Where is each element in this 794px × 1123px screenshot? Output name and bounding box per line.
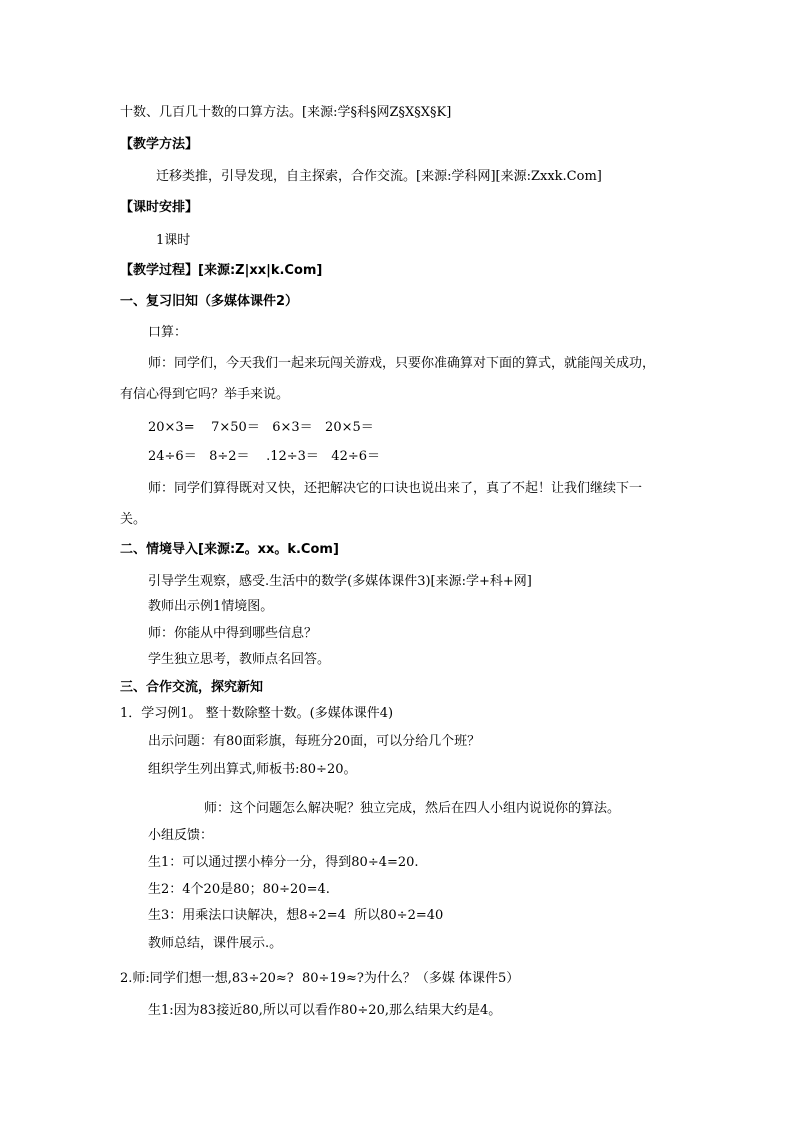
text-line-1: 十数、几百几十数的口算方法。[来源:学§科§网Z§X§X§K] xyxy=(120,105,452,120)
text-line-26: 生1：可以通过摆小棒分一分，得到80÷4=20. xyxy=(148,855,419,870)
text-line-9: 师：同学们，今天我们一起来玩闯关游戏，只要你准确算对下面的算式，就能闯关成功， xyxy=(148,356,656,371)
text-line-16: 引导学生观察，感受.生活中的数学(多媒体课件3)[来源:学+科+网] xyxy=(148,574,532,589)
heading-teaching-method: 【教学方法】 xyxy=(120,137,199,152)
text-line-31: 生1:因为83接近80,所以可以看作80÷20,那么结果大约是4。 xyxy=(148,1003,502,1018)
heading-section-2: 二、情境导入[来源:Z。xx。k.Com] xyxy=(120,542,339,557)
text-line-5: 1课时 xyxy=(156,233,191,248)
text-line-25: 小组反馈： xyxy=(148,828,214,843)
heading-section-3: 三、合作交流，探究新知 xyxy=(120,680,264,695)
text-line-13: 师：同学们算得既对又快，还把解决它的口诀也说出来了，真了不起！让我们继续下一 xyxy=(148,481,643,496)
heading-section-1: 一、复习旧知（多媒体课件2） xyxy=(120,294,299,309)
heading-teaching-process: 【教学过程】[来源:Z|xx|k.Com] xyxy=(120,263,323,278)
text-line-10: 有信心得到它吗？举手来说。 xyxy=(120,387,290,402)
text-line-24: 师：这个问题怎么解决呢？独立完成，然后在四人小组内说说你的算法。 xyxy=(204,801,621,816)
text-line-28: 生3：用乘法口诀解决，想8÷2=4 所以80÷2=40 xyxy=(148,908,444,923)
text-line-30: 2.师:同学们想一想,83÷20≈? 80÷19≈?为什么？（多媒 体课件5） xyxy=(120,971,520,986)
math-line-2: 24÷6＝ 8÷2＝ .12÷3＝ 42÷6＝ xyxy=(148,449,381,464)
heading-schedule: 【课时安排】 xyxy=(120,200,199,215)
text-line-29: 教师总结，课件展示.。 xyxy=(148,936,283,951)
text-line-27: 生2：4个20是80；80÷20=4. xyxy=(148,882,330,897)
text-line-8: 口算： xyxy=(148,325,188,340)
text-line-3: 迁移类推，引导发现，自主探索，合作交流。[来源:学科网][来源:Zxxk.Com] xyxy=(156,169,602,184)
text-line-21: 1．学习例1。 整十数除整十数。(多媒体课件4) xyxy=(120,706,394,721)
text-line-22: 出示问题：有80面彩旗，每班分20面，可以分给几个班？ xyxy=(148,734,481,749)
text-line-18: 师：你能从中得到哪些信息？ xyxy=(148,626,318,641)
text-line-17: 教师出示例1情境图。 xyxy=(148,599,274,614)
text-line-19: 学生独立思考，教师点名回答。 xyxy=(148,652,331,667)
text-line-14: 关。 xyxy=(120,512,147,527)
math-line-1: 20×3= 7×50＝ 6×3＝ 20×5＝ xyxy=(148,420,374,435)
text-line-23: 组织学生列出算式,师板书:80÷20。 xyxy=(148,762,357,777)
